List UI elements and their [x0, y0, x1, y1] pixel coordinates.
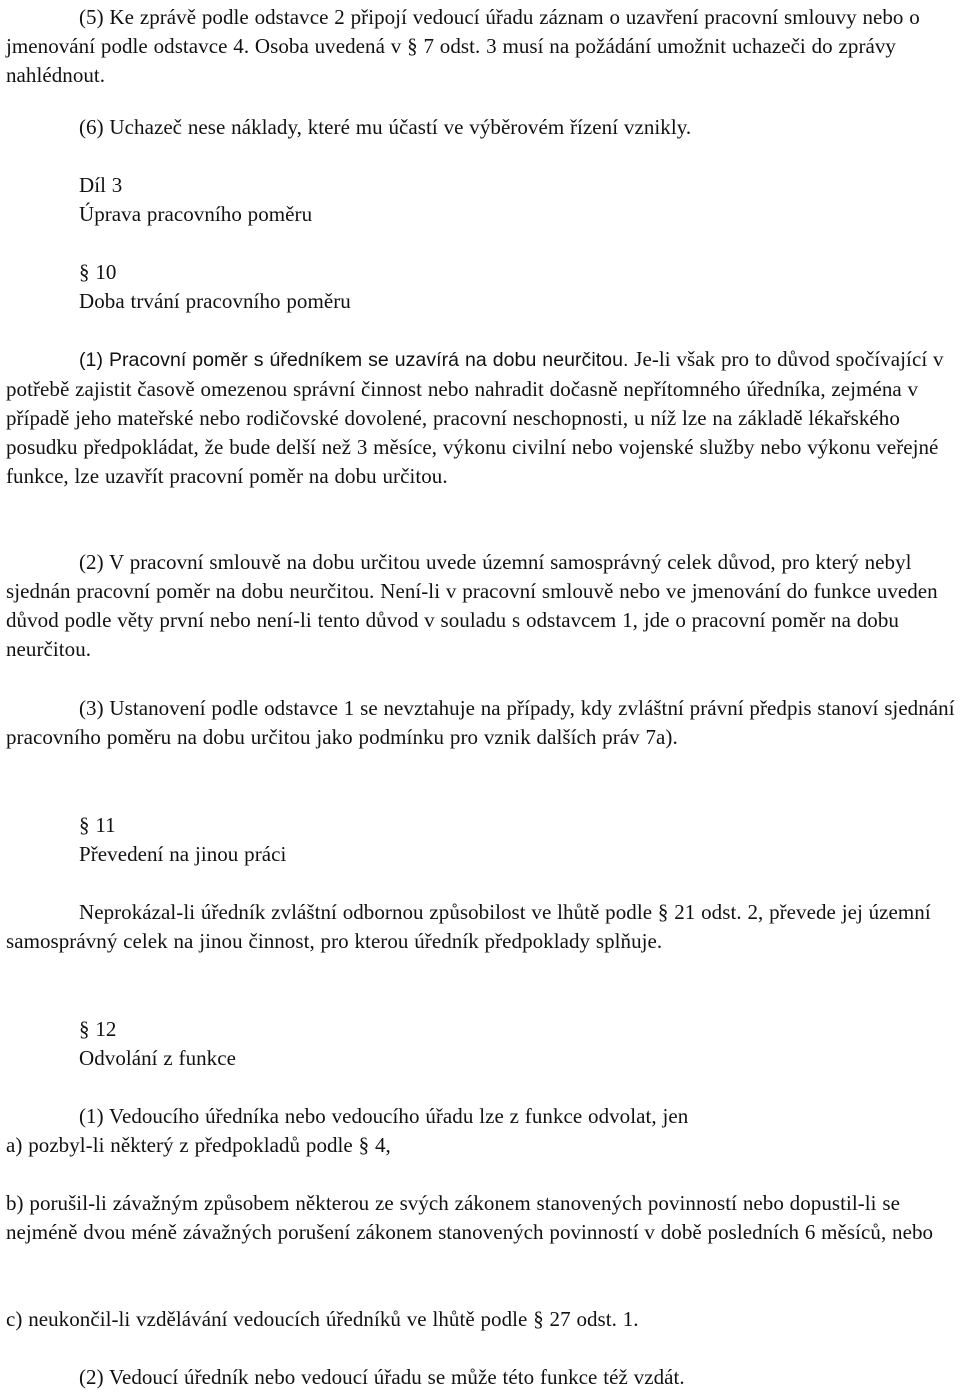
part-title: Úprava pracovního poměru [79, 202, 313, 226]
section-11-title: Převedení na jinou práci [79, 842, 287, 866]
section-10-paragraph-3: (3) Ustanovení podle odstavce 1 se nevztahuje na případy, kdy zvláštní právní předpis stanoví sjednání pracovního poměru na dobu určitou jako podmínku pro vznik dalších práv 7a). [6, 696, 955, 749]
section-12-title: Odvolání z funkce [79, 1046, 236, 1070]
part-number: Díl 3 [79, 173, 123, 197]
section-10-paragraph-2: (2) V pracovní smlouvě na dobu určitou uvede územní samosprávný celek důvod, pro který nebyl sjednán pracovní poměr na dobu neurčitou. Není-li v pracovní smlouvě nebo ve jmenování do funkce uveden důvod podle věty první nebo není-li tento důvod v souladu s odstavcem 1, jde o pracovní poměr na dobu neurčitou. [6, 550, 938, 661]
section-12-item-a: a) pozbyl-li některý z předpokladů podle § 4, [6, 1133, 391, 1157]
paragraph-6: (6) Uchazeč nese náklady, které mu účastí ve výběrovém řízení vznikly. [79, 115, 692, 139]
paragraph-5: (5) Ke zprávě podle odstavce 2 připojí vedoucí úřadu záznam o uzavření pracovní smlouvy nebo o jmenování podle odstavce 4. Osoba uvedená v § 7 odst. 3 musí na požádání umožnit uchazeči do zprávy nahlédnout. [6, 5, 920, 87]
section-12-item-b: b) porušil-li závažným způsobem některou ze svých zákonem stanovených povinností nebo dopustil-li se nejméně dvou méně závažných porušení zákonem stanovených povinností v době posledních 6 měsíců, nebo [6, 1191, 934, 1244]
section-12-paragraph-2: (2) Vedoucí úředník nebo vedoucí úřadu se může této funkce též vzdát. [79, 1365, 685, 1389]
section-11-paragraph: Neprokázal-li úředník zvláštní odbornou způsobilost ve lhůtě podle § 21 odst. 2, převede jej územní samosprávný celek na jinou činnost, pro kterou úředník předpoklady splňuje. [6, 900, 931, 953]
section-10-number: § 10 [79, 260, 117, 284]
section-10-paragraph-1 [6, 345, 956, 491]
section-11-number: § 11 [79, 813, 116, 837]
section-12-paragraph-1: (1) Vedoucího úředníka nebo vedoucího úřadu lze z funkce odvolat, jen [79, 1104, 689, 1128]
section-10-paragraph-1-lead: (1) Pracovní poměr s úředníkem se uzavírá na dobu neurčitou. [79, 349, 629, 371]
section-10-title: Doba trvání pracovního poměru [79, 289, 351, 313]
section-12-item-c: c) neukončil-li vzdělávání vedoucích úředníků ve lhůtě podle § 27 odst. 1. [6, 1307, 639, 1331]
section-12-number: § 12 [79, 1017, 117, 1041]
section-10-paragraph-1-rest: Je-li však pro to důvod spočívající v potřebě zajistit časově omezenou správní činnost nebo nahradit dočasně nepřítomného úředníka, zejména v případě jeho mateřské nebo rodičovské dovolené, pracovní neschopnosti, u níž lze na základě lékařského posudku předpokládat, že bude delší než 3 měsíce, výkonu civilní nebo vojenské služby nebo výkonu veřejné funkce, lze uzavřít pracovní poměr na dobu určitou. [6, 347, 944, 488]
